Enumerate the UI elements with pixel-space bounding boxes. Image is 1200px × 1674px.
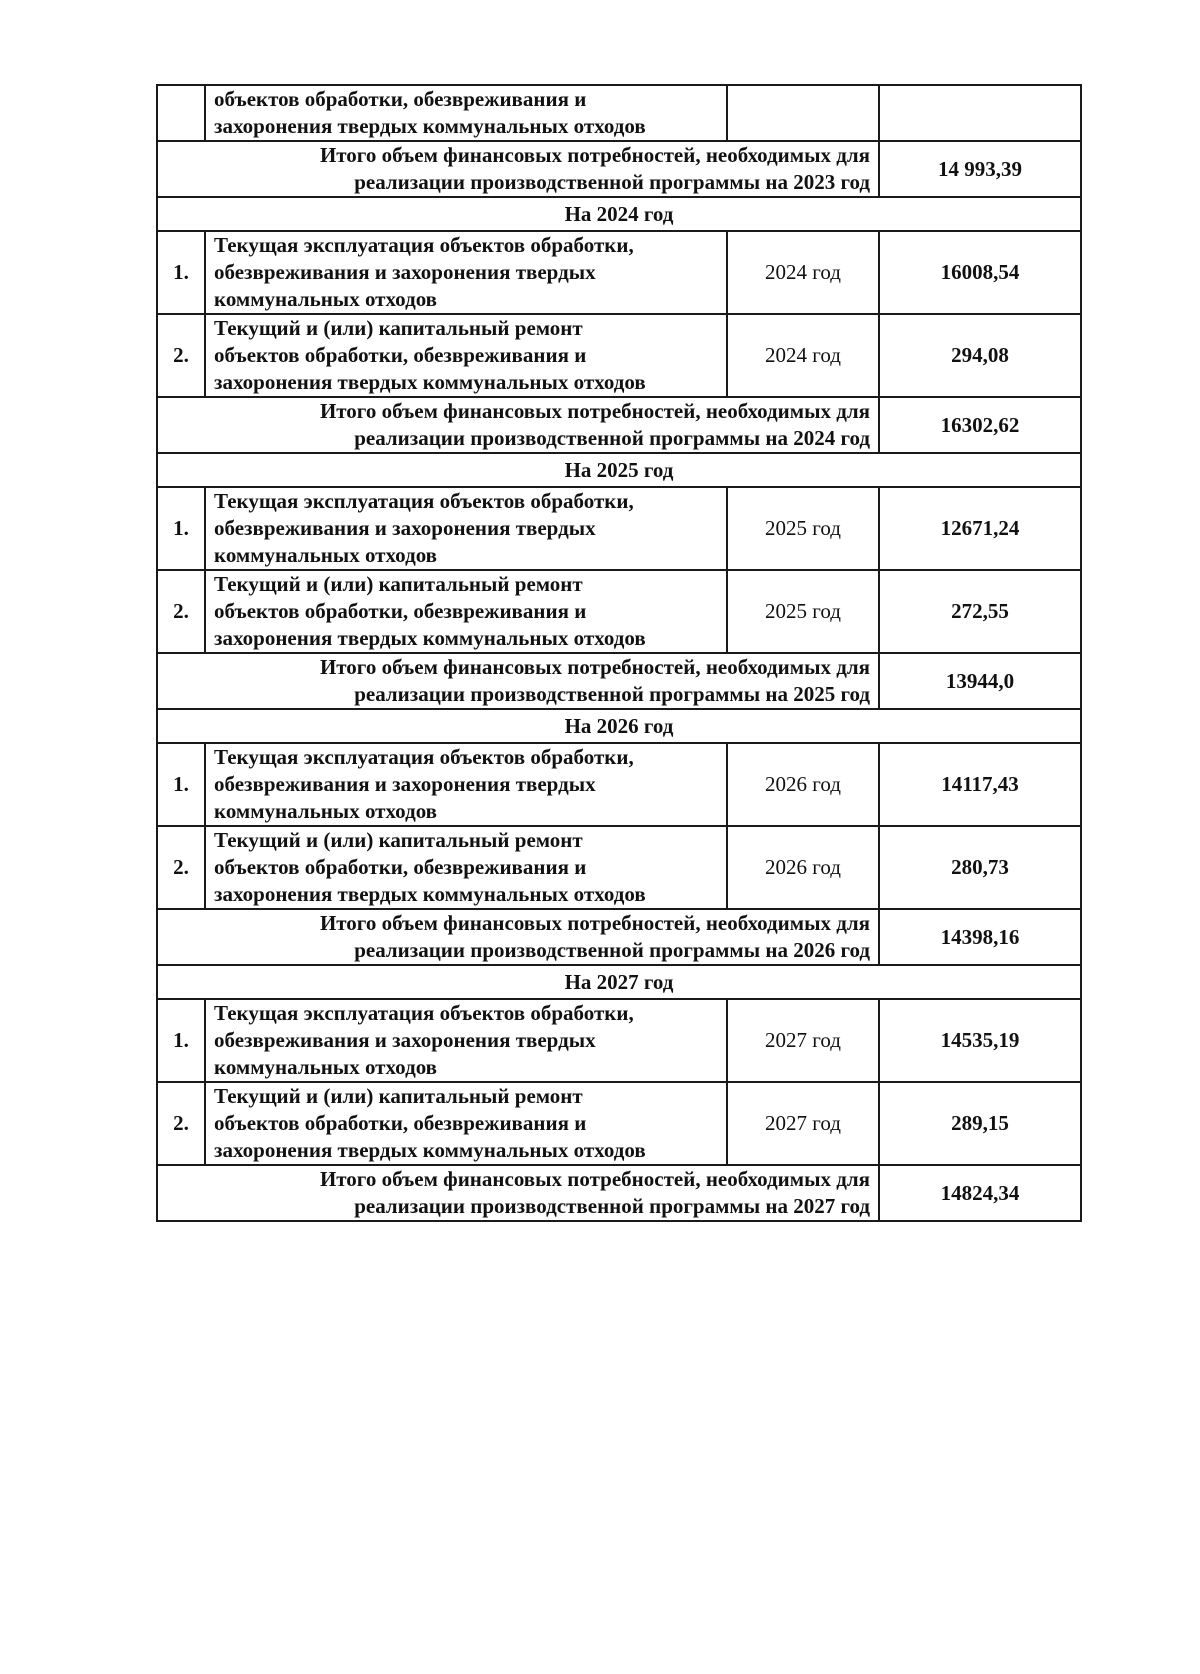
item-name: Текущая эксплуатация объектов обработки, обезвреживания и захоронения твердых коммунальных отходов — [214, 1001, 634, 1079]
item-year: 2027 год — [727, 999, 879, 1082]
item-sum: 272,55 — [879, 570, 1081, 653]
item-year: 2024 год — [727, 314, 879, 397]
table-row — [157, 826, 1081, 909]
item-number: 1. — [157, 487, 205, 570]
item-name: Текущая эксплуатация объектов обработки, обезвреживания и захоронения твердых коммунальных отходов — [214, 745, 634, 823]
item-name: Текущий и (или) капитальный ремонт объектов обработки, обезвреживания и захоронения твердых коммунальных отходов — [214, 828, 646, 906]
total-label-cell — [157, 141, 879, 197]
item-number: 1. — [157, 231, 205, 314]
item-number: 1. — [157, 743, 205, 826]
table-row — [157, 231, 1081, 314]
item-name-cell — [205, 999, 727, 1082]
item-year: 2026 год — [727, 743, 879, 826]
item-name: объектов обработки, обезвреживания и захоронения твердых коммунальных отходов — [214, 87, 646, 138]
total-row — [157, 397, 1081, 453]
section-header-row — [157, 965, 1081, 999]
total-label-cell — [157, 653, 879, 709]
total-sum: 16302,62 — [879, 397, 1081, 453]
total-row — [157, 653, 1081, 709]
item-year: 2025 год — [727, 570, 879, 653]
total-row — [157, 141, 1081, 197]
item-number: 1. — [157, 999, 205, 1082]
item-sum: 14535,19 — [879, 999, 1081, 1082]
item-name-cell — [205, 826, 727, 909]
item-name-cell — [205, 487, 727, 570]
item-number: 2. — [157, 314, 205, 397]
item-name-cell — [205, 314, 727, 397]
item-sum: 294,08 — [879, 314, 1081, 397]
section-header-row — [157, 453, 1081, 487]
total-label: Итого объем финансовых потребностей, необходимых для реализации производственной программы на 2027 год — [319, 1167, 870, 1218]
section-header: На 2025 год — [157, 453, 1081, 487]
total-label: Итого объем финансовых потребностей, необходимых для реализации производственной программы на 2023 год — [319, 143, 870, 194]
item-year: 2024 год — [727, 231, 879, 314]
item-year: 2026 год — [727, 826, 879, 909]
section-header: На 2027 год — [157, 965, 1081, 999]
table-row — [157, 999, 1081, 1082]
table-row — [157, 314, 1081, 397]
item-year-cell — [727, 85, 879, 141]
total-row — [157, 1165, 1081, 1221]
item-name: Текущий и (или) капитальный ремонт объектов обработки, обезвреживания и захоронения твердых коммунальных отходов — [214, 316, 646, 394]
total-label-cell — [157, 397, 879, 453]
item-number: 2. — [157, 1082, 205, 1165]
total-row — [157, 909, 1081, 965]
section-header: На 2026 год — [157, 709, 1081, 743]
table-row — [157, 85, 1081, 141]
item-name: Текущая эксплуатация объектов обработки, обезвреживания и захоронения твердых коммунальных отходов — [214, 233, 634, 311]
total-sum: 14824,34 — [879, 1165, 1081, 1221]
section-header-row — [157, 709, 1081, 743]
item-name: Текущий и (или) капитальный ремонт объектов обработки, обезвреживания и захоронения твердых коммунальных отходов — [214, 1084, 646, 1162]
item-sum: 289,15 — [879, 1082, 1081, 1165]
item-sum: 12671,24 — [879, 487, 1081, 570]
table-row — [157, 1082, 1081, 1165]
total-label-cell — [157, 1165, 879, 1221]
item-year: 2027 год — [727, 1082, 879, 1165]
item-number-cell — [157, 85, 205, 141]
section-header-row — [157, 197, 1081, 231]
table-row — [157, 570, 1081, 653]
total-label: Итого объем финансовых потребностей, необходимых для реализации производственной программы на 2024 год — [319, 399, 870, 450]
item-sum-cell — [879, 85, 1081, 141]
item-name: Текущий и (или) капитальный ремонт объектов обработки, обезвреживания и захоронения твердых коммунальных отходов — [214, 572, 646, 650]
item-name-cell — [205, 570, 727, 653]
total-sum: 14 993,39 — [879, 141, 1081, 197]
item-name-cell — [205, 1082, 727, 1165]
item-number: 2. — [157, 570, 205, 653]
item-sum: 14117,43 — [879, 743, 1081, 826]
item-sum: 280,73 — [879, 826, 1081, 909]
total-label: Итого объем финансовых потребностей, необходимых для реализации производственной программы на 2026 год — [319, 911, 870, 962]
table-row — [157, 743, 1081, 826]
item-year: 2025 год — [727, 487, 879, 570]
total-label-cell — [157, 909, 879, 965]
item-number: 2. — [157, 826, 205, 909]
section-header: На 2024 год — [157, 197, 1081, 231]
item-name-cell — [205, 743, 727, 826]
item-name: Текущая эксплуатация объектов обработки, обезвреживания и захоронения твердых коммунальных отходов — [214, 489, 634, 567]
item-name-cell — [205, 85, 727, 141]
total-label: Итого объем финансовых потребностей, необходимых для реализации производственной программы на 2025 год — [319, 655, 870, 706]
item-sum: 16008,54 — [879, 231, 1081, 314]
total-sum: 14398,16 — [879, 909, 1081, 965]
financial-needs-table — [156, 84, 1082, 1222]
item-name-cell — [205, 231, 727, 314]
total-sum: 13944,0 — [879, 653, 1081, 709]
table-row — [157, 487, 1081, 570]
